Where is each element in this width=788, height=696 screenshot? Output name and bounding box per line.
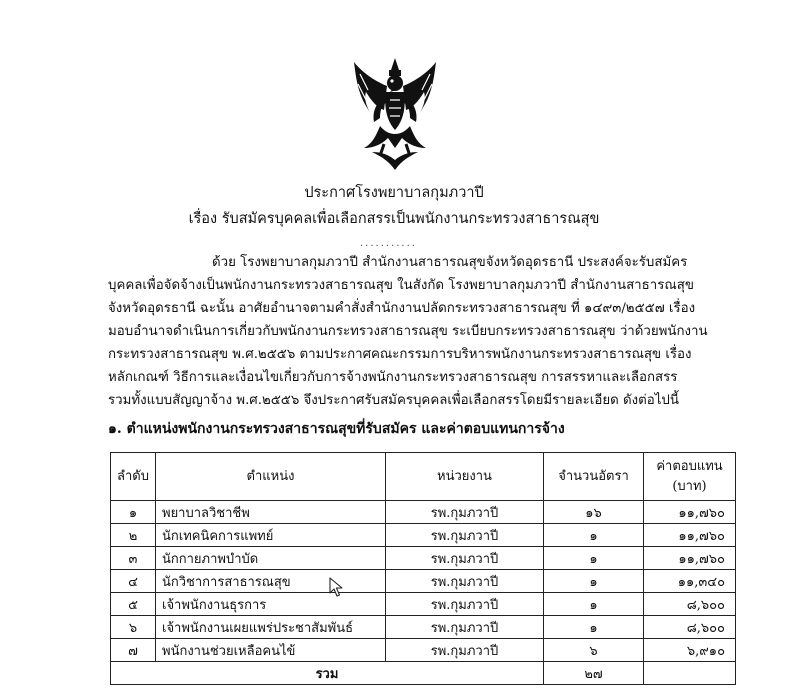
cell-position: เจ้าพนักงานธุรการ — [156, 593, 386, 616]
table-row — [111, 570, 736, 593]
col-header-pay — [644, 453, 736, 501]
cell-pay: ๑๑,๓๔๐ — [644, 570, 736, 593]
col-header-pay-line1: ค่าตอบแทน — [656, 458, 723, 474]
table-row — [111, 547, 736, 570]
cell-unit: รพ.กุมภวาปี — [386, 524, 544, 547]
cell-count: ๑ — [544, 524, 644, 547]
col-header-unit: หน่วยงาน — [386, 453, 544, 501]
body-line-2: บุคคลเพื่อจัดจ้างเป็นพนักงานกระทรวงสาธารณสุข ในสังกัด โรงพยาบาลกุมภวาปี สำนักงานสาธารณสุข — [108, 278, 694, 293]
body-line-4: มอบอำนาจดำเนินการเกี่ยวกับพนักงานกระทรวงสาธารณสุข ระเบียบกระทรวงสาธารณสุข ว่าด้วยพนักงาน — [108, 324, 708, 339]
cell-position: พยาบาลวิชาชีพ — [156, 501, 386, 524]
col-header-position: ตำแหน่ง — [156, 453, 386, 501]
cell-position: นักเทคนิคการแพทย์ — [156, 524, 386, 547]
positions-table — [110, 452, 736, 685]
cell-no: ๑ — [111, 501, 156, 524]
table-row — [111, 616, 736, 639]
body-line-6: หลักเกณฑ์ วิธีการและเงื่อนไขเกี่ยวกับการจ้างพนักงานกระทรวงสาธารณสุข การสรรหาและเลือกสรร — [108, 370, 678, 385]
announcement-subject: เรื่อง รับสมัครบุคคลเพื่อเลือกสรรเป็นพนักงานกระทรวงสาธารณสุข — [188, 211, 600, 227]
col-header-no: ลำดับ — [111, 453, 156, 501]
cell-count: ๑ — [544, 593, 644, 616]
cell-unit: รพ.กุมภวาปี — [386, 616, 544, 639]
cell-count: ๑ — [544, 616, 644, 639]
cell-position: นักกายภาพบำบัด — [156, 547, 386, 570]
cell-unit: รพ.กุมภวาปี — [386, 547, 544, 570]
table-total-row — [111, 662, 736, 685]
section-1-heading: ๑. ตำแหน่งพนักงานกระทรวงสาธารณสุขที่รับสมัคร และค่าตอบแทนการจ้าง — [108, 421, 565, 437]
cell-position: พนักงานช่วยเหลือคนไข้ — [156, 639, 386, 662]
col-header-pay-line2: (บาท) — [672, 478, 707, 494]
body-line-1: ด้วย โรงพยาบาลกุมภวาปี สำนักงานสาธารณสุขจังหวัดอุดรธานี ประสงค์จะรับสมัคร — [212, 255, 688, 270]
table-row — [111, 524, 736, 547]
cell-pay: ๑๑,๗๖๐ — [644, 501, 736, 524]
cell-unit: รพ.กุมภวาปี — [386, 593, 544, 616]
table-header-row — [111, 453, 736, 501]
table-row — [111, 593, 736, 616]
body-line-3: จังหวัดอุดรธานี ฉะนั้น อาศัยอำนาจตามคำสั่งสำนักงานปลัดกระทรวงสาธารณสุข ที่ ๑๔๙๓/๒๕๕๗ เรื่อง — [108, 301, 696, 316]
body-line-7: รวมทั้งแบบสัญญาจ้าง พ.ศ.๒๕๕๖ จึงประกาศรับสมัครบุคคลเพื่อเลือกสรรโดยมีรายละเอียด ดังต่อไปนี้ — [108, 393, 679, 408]
announcement-title: ประกาศโรงพยาบาลกุมภวาปี — [304, 185, 484, 201]
col-header-count: จำนวนอัตรา — [544, 453, 644, 501]
cell-no: ๓ — [111, 547, 156, 570]
cell-no: ๕ — [111, 593, 156, 616]
total-count: ๒๗ — [544, 662, 644, 685]
mouse-pointer-icon — [329, 577, 345, 597]
total-label: รวม — [111, 662, 544, 685]
cell-pay: ๘,๖๐๐ — [644, 593, 736, 616]
cell-pay: ๖,๙๑๐ — [644, 639, 736, 662]
cell-no: ๔ — [111, 570, 156, 593]
cell-position: นักวิชาการสาธารณสุข — [156, 570, 386, 593]
table-row — [111, 501, 736, 524]
body-line-5: กระทรวงสาธารณสุข พ.ศ.๒๕๕๖ ตามประกาศคณะกรรมการบริหารพนักงานกระทรวงสาธารณสุข เรื่อง — [108, 347, 692, 362]
cell-count: ๑ — [544, 547, 644, 570]
cell-position: เจ้าพนักงานเผยแพร่ประชาสัมพันธ์ — [156, 616, 386, 639]
cell-pay: ๑๑,๗๖๐ — [644, 547, 736, 570]
cell-count: ๖ — [544, 639, 644, 662]
cell-unit: รพ.กุมภวาปี — [386, 501, 544, 524]
cell-unit: รพ.กุมภวาปี — [386, 639, 544, 662]
table-row — [111, 639, 736, 662]
cell-unit: รพ.กุมภวาปี — [386, 570, 544, 593]
cell-no: ๒ — [111, 524, 156, 547]
cell-pay: ๑๑,๗๖๐ — [644, 524, 736, 547]
divider: ........... — [360, 238, 417, 249]
cell-no: ๖ — [111, 616, 156, 639]
cell-count: ๑ — [544, 570, 644, 593]
total-pay-empty — [644, 662, 736, 685]
garuda-emblem-icon — [350, 56, 440, 172]
cell-no: ๗ — [111, 639, 156, 662]
cell-pay: ๘,๖๐๐ — [644, 616, 736, 639]
cell-count: ๑๖ — [544, 501, 644, 524]
